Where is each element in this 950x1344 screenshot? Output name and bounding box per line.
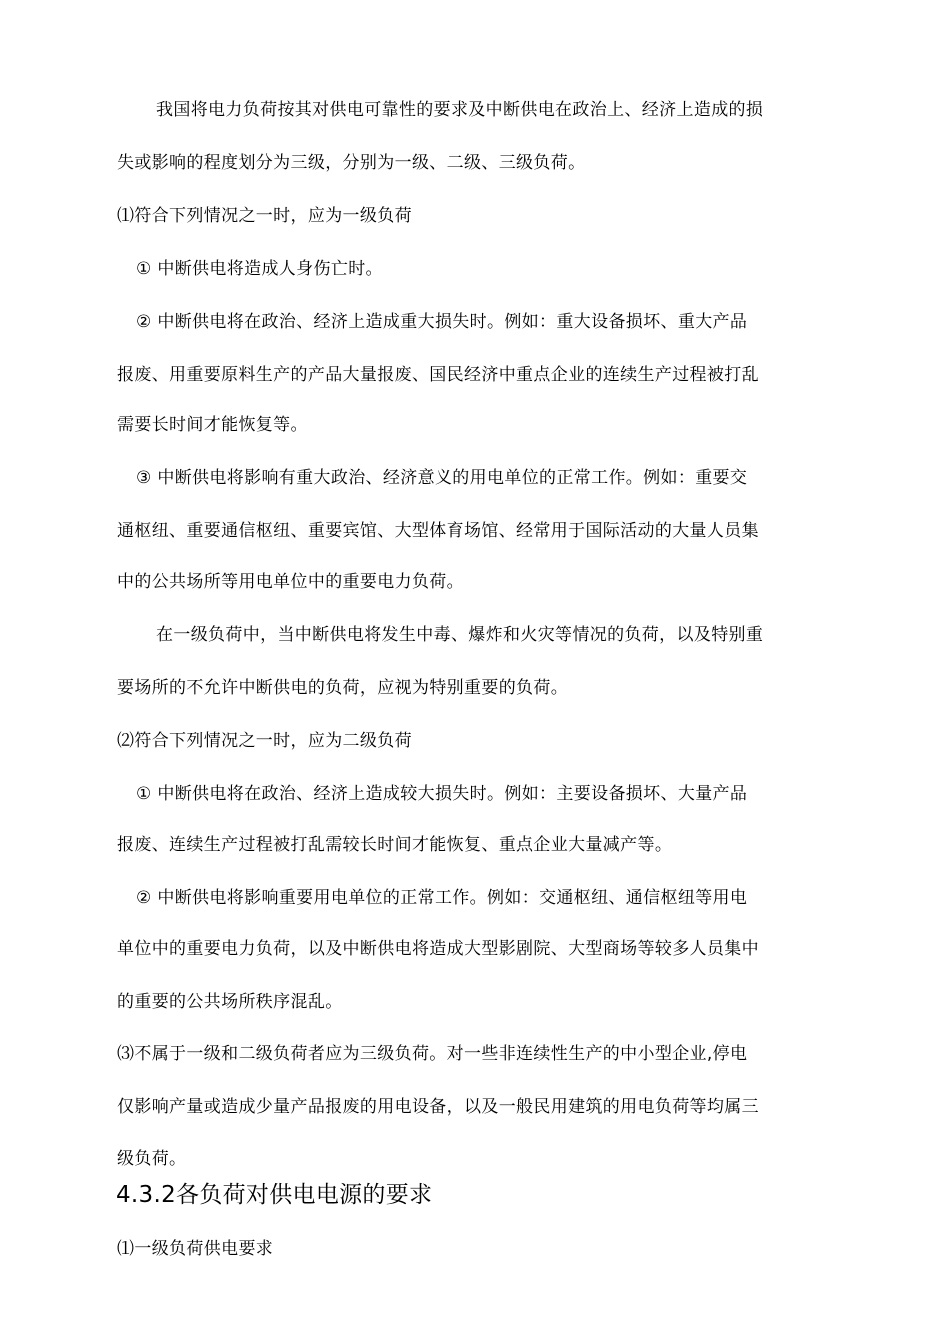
subsection-heading: ⑴一级负荷供电要求 bbox=[117, 1239, 274, 1259]
paragraph-line: 仅影响产量或造成少量产品报废的用电设备，以及一般民用建筑的用电负荷等均属三 bbox=[117, 1097, 759, 1117]
paragraph-line: 我国将电力负荷按其对供电可靠性的要求及中断供电在政治上、经济上造成的损 bbox=[156, 100, 764, 120]
paragraph-line: 报废、用重要原料生产的产品大量报废、国民经济中重点企业的连续生产过程被打乱 bbox=[117, 365, 759, 385]
list-item: ② 中断供电将在政治、经济上造成重大损失时。例如：重大设备损坏、重大产品 bbox=[136, 312, 748, 332]
list-heading: ⑴符合下列情况之一时，应为一级负荷 bbox=[117, 206, 412, 226]
paragraph-line: 中的公共场所等用电单位中的重要电力负荷。 bbox=[117, 572, 464, 592]
paragraph-line: 要场所的不允许中断供电的负荷，应视为特别重要的负荷。 bbox=[117, 678, 569, 698]
section-heading: 4.3.2各负荷对供电电源的要求 bbox=[116, 1182, 433, 1208]
paragraph-line: 通枢纽、重要通信枢纽、重要宾馆、大型体育场馆、经常用于国际活动的大量人员集 bbox=[117, 521, 759, 541]
paragraph-line: 单位中的重要电力负荷，以及中断供电将造成大型影剧院、大型商场等较多人员集中 bbox=[117, 939, 759, 959]
list-item: ① 中断供电将在政治、经济上造成较大损失时。例如：主要设备损坏、大量产品 bbox=[136, 784, 748, 804]
paragraph-line: 在一级负荷中，当中断供电将发生中毒、爆炸和火灾等情况的负荷，以及特别重 bbox=[156, 625, 764, 645]
list-heading: ⑵符合下列情况之一时，应为二级负荷 bbox=[117, 731, 412, 751]
paragraph-line: 的重要的公共场所秩序混乱。 bbox=[117, 992, 343, 1012]
paragraph-line: 需要长时间才能恢复等。 bbox=[117, 415, 308, 435]
list-heading: ⑶不属于一级和二级负荷者应为三级负荷。对一些非连续性生产的中小型企业,停电 bbox=[117, 1044, 748, 1064]
list-item: ① 中断供电将造成人身伤亡时。 bbox=[136, 259, 383, 279]
paragraph-line: 级负荷。 bbox=[117, 1149, 187, 1169]
list-item: ③ 中断供电将影响有重大政治、经济意义的用电单位的正常工作。例如：重要交 bbox=[136, 468, 748, 488]
paragraph-line: 报废、连续生产过程被打乱需较长时间才能恢复、重点企业大量减产等。 bbox=[117, 835, 673, 855]
paragraph-line: 失或影响的程度划分为三级，分别为一级、二级、三级负荷。 bbox=[117, 153, 586, 173]
list-item: ② 中断供电将影响重要用电单位的正常工作。例如：交通枢纽、通信枢纽等用电 bbox=[136, 888, 748, 908]
